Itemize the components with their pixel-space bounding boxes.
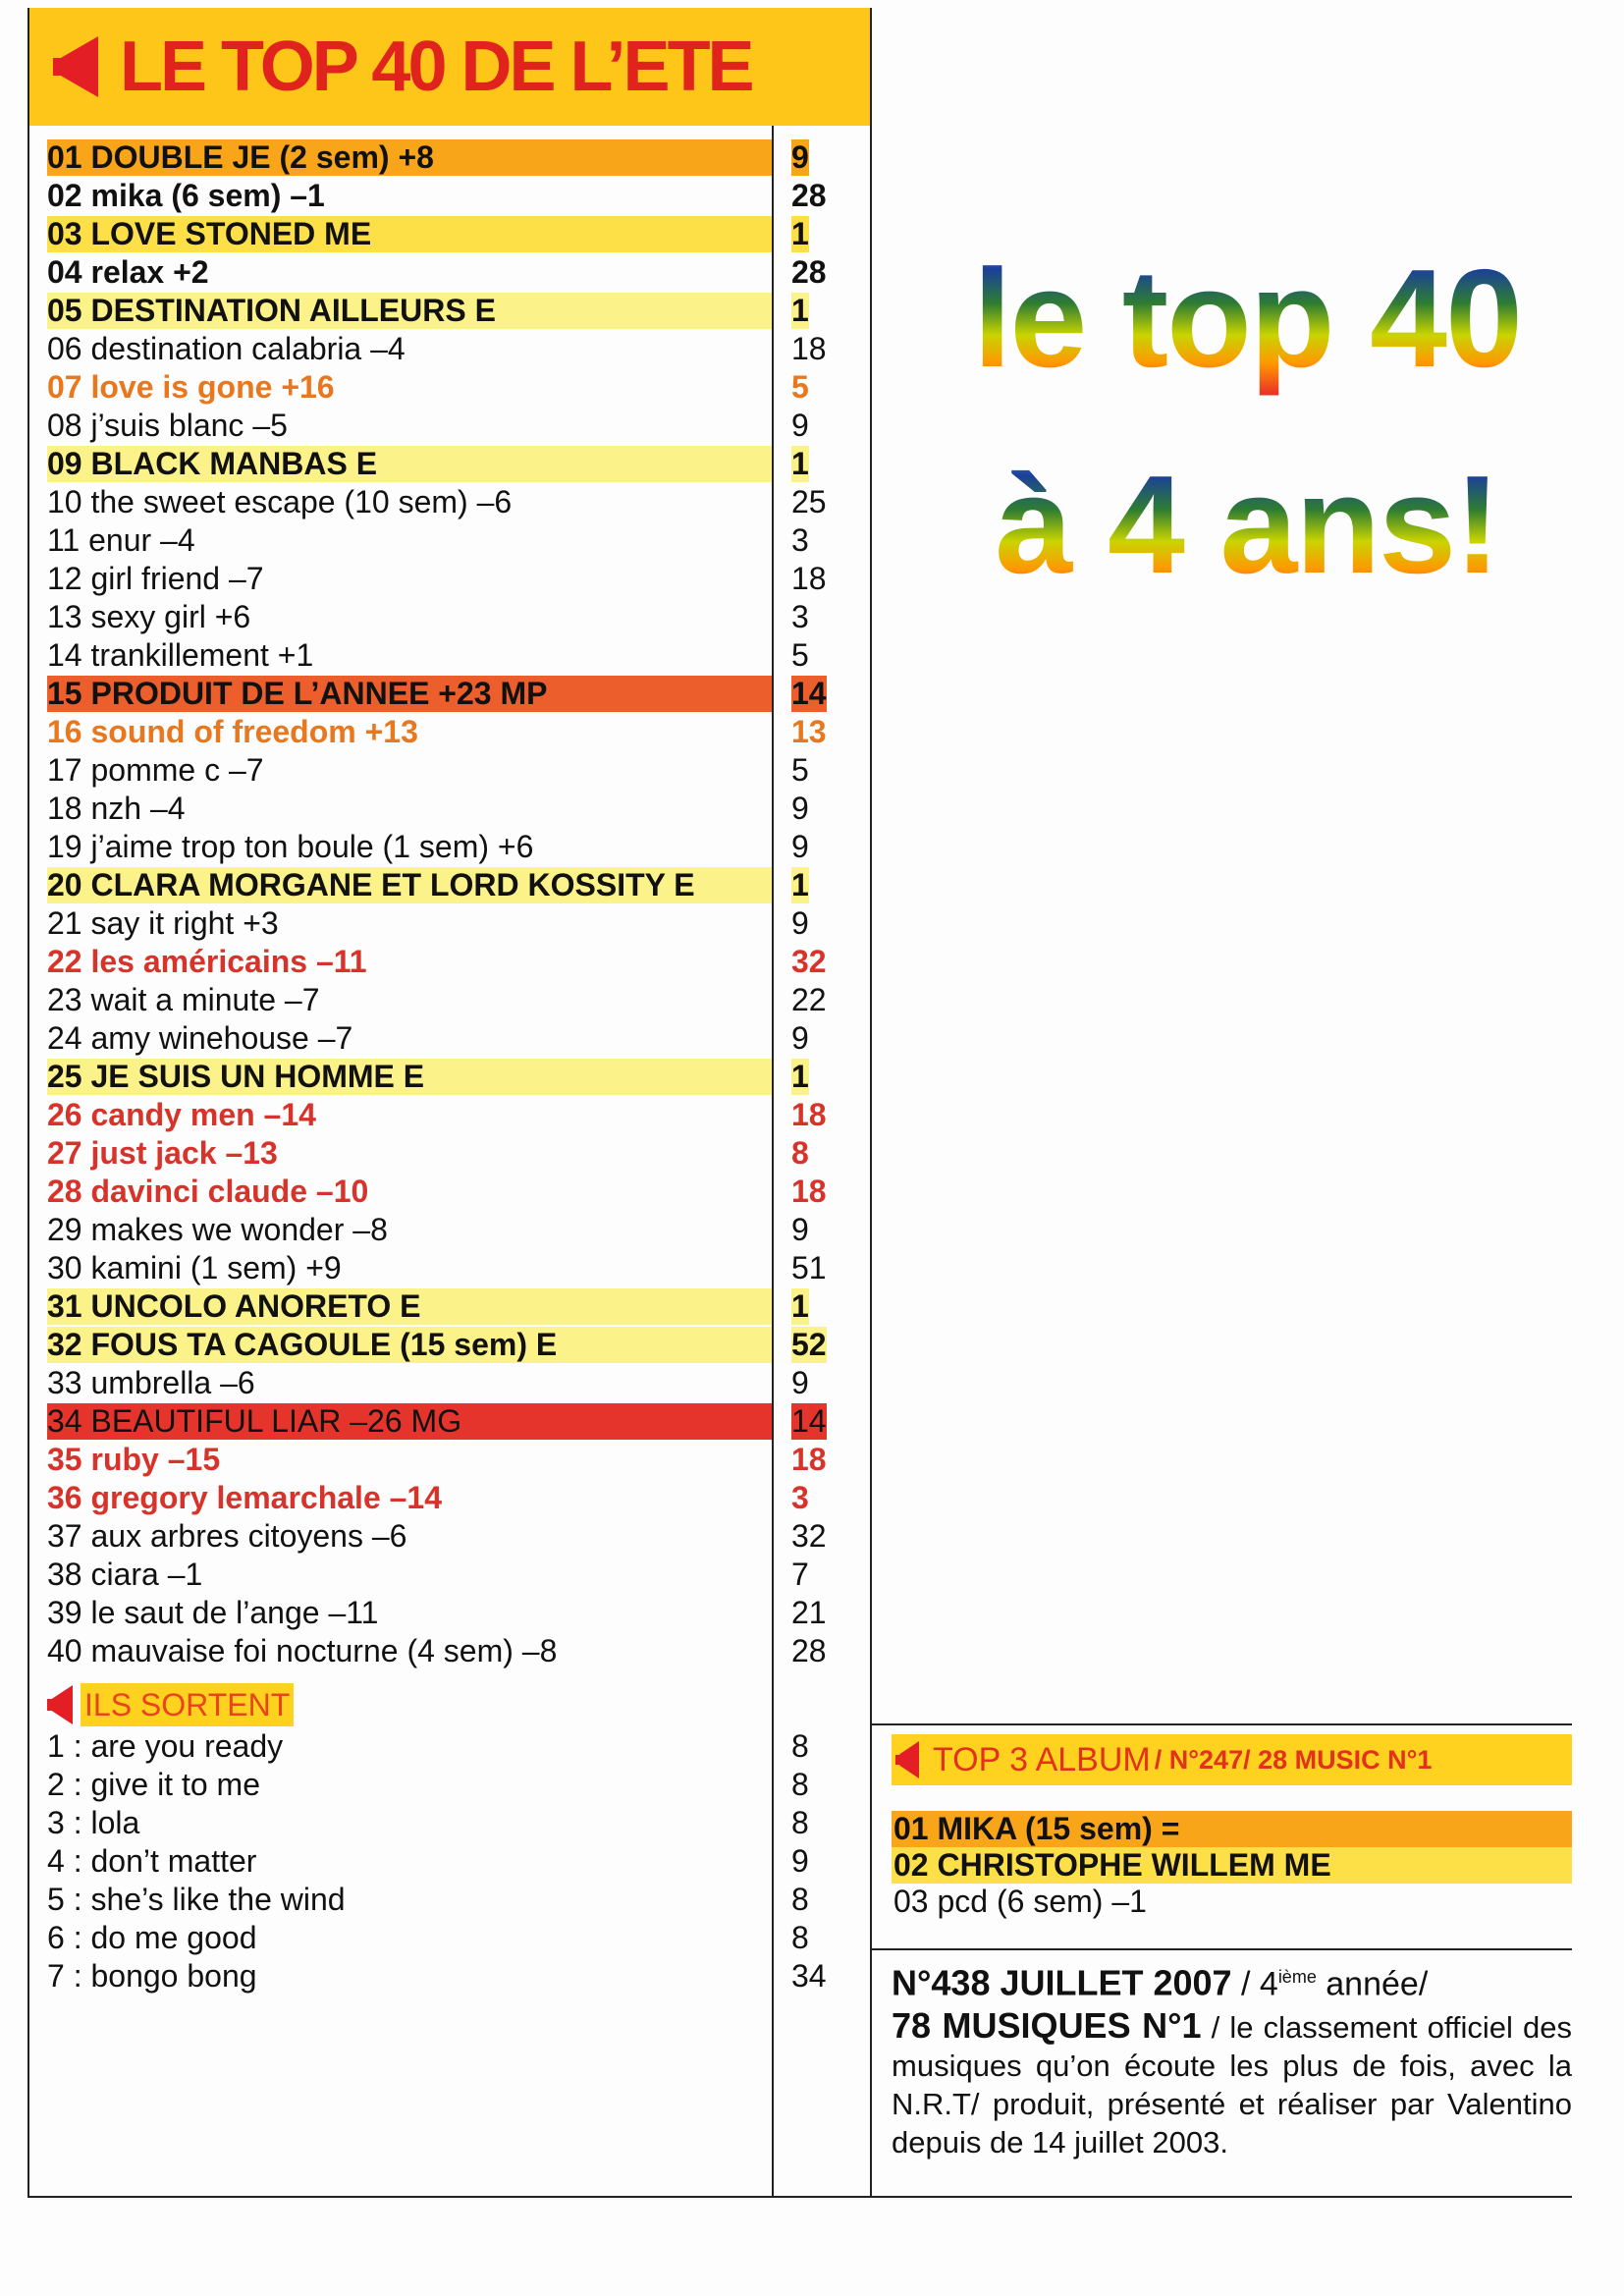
musiques-count: 78 MUSIQUES N°1 [892, 2005, 1202, 2047]
chart-entry: 38 ciara –1 [47, 1557, 203, 1592]
exiting-entry: 3 : lola [47, 1805, 140, 1840]
chart-entry: 29 makes we wonder –8 [47, 1212, 388, 1247]
chart-entry: 39 le saut de l’ange –11 [47, 1595, 379, 1630]
exiting-entry: 1 : are you ready [47, 1728, 284, 1764]
album-top-rule [872, 1723, 1572, 1725]
chart-entry-weeks: 9 [791, 829, 809, 864]
chart-entry: 05 DESTINATION AILLEURS E [47, 293, 772, 329]
issue-info [892, 1954, 1572, 2161]
chart-entry-weeks: 5 [791, 637, 809, 673]
chart-entry: 04 relax +2 [47, 254, 209, 290]
chart-entry-weeks: 28 [791, 178, 827, 213]
chart-entry-weeks: 5 [791, 369, 809, 405]
year-prefix: / 4 [1231, 1965, 1278, 2003]
chart-entry: 13 sexy girl +6 [47, 599, 251, 634]
bottom-border [27, 2196, 1572, 2198]
chart-entry: 23 wait a minute –7 [47, 982, 320, 1017]
chart-entry: 31 UNCOLO ANORETO E [47, 1288, 772, 1325]
chart-entry-weeks: 18 [791, 1097, 827, 1132]
chart-entry: 26 candy men –14 [47, 1097, 316, 1132]
chart-entry-weeks: 5 [791, 752, 809, 788]
chart-entry-weeks: 1 [791, 293, 809, 328]
chart-entry-weeks: 14 [791, 1403, 827, 1439]
speaker-icon [53, 36, 98, 97]
page-header [27, 8, 871, 126]
chart-entry-weeks: 1 [791, 867, 809, 902]
exiting-entry: 5 : she’s like the wind [47, 1882, 346, 1917]
column-divider [772, 126, 774, 2198]
chart-entry-weeks: 25 [791, 484, 827, 519]
album-entry-text: 02 CHRISTOPHE WILLEM ME [893, 1847, 1331, 1883]
chart-entry-weeks: 9 [791, 408, 809, 443]
chart-entry: 36 gregory lemarchale –14 [47, 1480, 443, 1515]
chart-entry-weeks: 1 [791, 1288, 809, 1324]
exiting-entry-weeks: 34 [791, 1958, 827, 1994]
chart-entry-weeks: 9 [791, 139, 809, 175]
chart-entry-weeks: 9 [791, 1020, 809, 1056]
ils-sortent-label: ILS SORTENT [81, 1683, 294, 1726]
chart-entry: 02 mika (6 sem) –1 [47, 178, 325, 213]
chart-entry: 16 sound of freedom +13 [47, 714, 418, 749]
chart-entry-weeks: 3 [791, 599, 809, 634]
exiting-entry-weeks: 8 [791, 1920, 809, 1955]
chart-entry: 27 just jack –13 [47, 1135, 278, 1171]
chart-entry-weeks: 18 [791, 561, 827, 596]
chart-entry-weeks: 51 [791, 1250, 827, 1285]
year-superscript: ième [1277, 1967, 1317, 1987]
chart-entry-weeks: 18 [791, 331, 827, 366]
chart-entry-weeks: 3 [791, 522, 809, 558]
album-entry-text: 03 pcd (6 sem) –1 [893, 1884, 1147, 1919]
chart-entry: 11 enur –4 [47, 522, 195, 558]
chart-entry: 14 trankillement +1 [47, 637, 314, 673]
chart-entry: 06 destination calabria –4 [47, 331, 406, 366]
chart-entry-weeks: 1 [791, 1059, 809, 1094]
chart-entry-weeks: 14 [791, 676, 827, 711]
chart-entry-weeks: 52 [791, 1327, 827, 1362]
exiting-entry-weeks: 8 [791, 1767, 809, 1802]
chart-entry-weeks: 18 [791, 1174, 827, 1209]
chart-entry: 15 PRODUIT DE L’ANNEE +23 MP [47, 676, 772, 712]
chart-entry: 35 ruby –15 [47, 1442, 221, 1477]
chart-entry: 07 love is gone +16 [47, 369, 335, 405]
chart-entry: 12 girl friend –7 [47, 561, 264, 596]
chart-entry: 40 mauvaise foi nocturne (4 sem) –8 [47, 1633, 558, 1668]
chart-entry-weeks: 13 [791, 714, 827, 749]
exiting-entry: 4 : don’t matter [47, 1843, 257, 1879]
chart-entry-weeks: 28 [791, 1633, 827, 1668]
chart-entry: 10 the sweet escape (10 sem) –6 [47, 484, 513, 519]
chart-entry: 34 BEAUTIFUL LIAR –26 MG [47, 1403, 772, 1440]
album-entry [892, 1884, 1572, 1920]
chart-entry: 17 pomme c –7 [47, 752, 264, 788]
headline-line2: à 4 ans! [884, 447, 1610, 604]
exiting-entry-weeks: 8 [791, 1805, 809, 1840]
chart-entry-weeks: 32 [791, 944, 827, 979]
chart-entry: 18 nzh –4 [47, 791, 186, 826]
chart-entry: 09 BLACK MANBAS E [47, 446, 772, 482]
chart-entry: 22 les américains –11 [47, 944, 367, 979]
chart-entry-weeks: 8 [791, 1135, 809, 1171]
album-entry-text: 01 MIKA (15 sem) = [893, 1811, 1180, 1846]
chart-entry: 25 JE SUIS UN HOMME E [47, 1059, 772, 1095]
chart-entry: 24 amy winehouse –7 [47, 1020, 353, 1056]
chart-entry-weeks: 21 [791, 1595, 827, 1630]
speaker-icon [895, 1741, 919, 1778]
chart-entry-weeks: 1 [791, 446, 809, 481]
chart-entry-weeks: 9 [791, 1365, 809, 1400]
chart-entry-weeks: 1 [791, 216, 809, 251]
chart-entry: 03 LOVE STONED ME [47, 216, 772, 252]
ils-sortent-heading [47, 1683, 294, 1726]
chart-entry-weeks: 22 [791, 982, 827, 1017]
year-suffix: année/ [1316, 1965, 1429, 2003]
chart-entry-weeks: 7 [791, 1557, 809, 1592]
chart-entry-weeks: 3 [791, 1480, 809, 1515]
chart-entry: 20 CLARA MORGANE ET LORD KOSSITY E [47, 867, 772, 903]
exiting-entry: 2 : give it to me [47, 1767, 260, 1802]
exiting-entry-weeks: 8 [791, 1882, 809, 1917]
right-column-border [870, 8, 872, 2198]
chart-entry: 08 j’suis blanc –5 [47, 408, 288, 443]
speaker-icon [47, 1685, 73, 1724]
exiting-entry-weeks: 9 [791, 1843, 809, 1879]
album-entry [892, 1811, 1572, 1847]
top3-album-title: TOP 3 ALBUM [933, 1740, 1151, 1778]
chart-entry-weeks: 18 [791, 1442, 827, 1477]
chart-entry: 28 davinci claude –10 [47, 1174, 369, 1209]
left-border [27, 8, 29, 2198]
chart-entry: 01 DOUBLE JE (2 sem) +8 [47, 139, 772, 176]
exiting-entry: 7 : bongo bong [47, 1958, 257, 1994]
chart-entry-weeks: 9 [791, 905, 809, 941]
chart-entry: 30 kamini (1 sem) +9 [47, 1250, 342, 1285]
exiting-entry-weeks: 8 [791, 1728, 809, 1764]
top3-album-heading [892, 1734, 1572, 1785]
chart-entry: 33 umbrella –6 [47, 1365, 255, 1400]
chart-entry: 32 FOUS TA CAGOULE (15 sem) E [47, 1327, 772, 1363]
chart-entry-weeks: 9 [791, 1212, 809, 1247]
info-top-rule [872, 1948, 1572, 1950]
exiting-entry: 6 : do me good [47, 1920, 257, 1955]
chart-entry: 19 j’aime trop ton boule (1 sem) +6 [47, 829, 534, 864]
issue-number: N°438 JUILLET 2007 [892, 1962, 1232, 2003]
chart-entry: 21 say it right +3 [47, 905, 279, 941]
chart-entry-weeks: 32 [791, 1518, 827, 1554]
top3-album-subtitle: / N°247/ 28 MUSIC N°1 [1154, 1744, 1433, 1775]
chart-entry-weeks: 9 [791, 791, 809, 826]
chart-entry-weeks: 28 [791, 254, 827, 290]
album-entry [892, 1847, 1572, 1884]
headline-line1: le top 40 [884, 241, 1610, 398]
issue-description: / le classement officiel des musiques qu’on écoute les plus de fois, avec la N.R.T/ produit, présenté et réaliser par Valentino depuis de 14 juillet 2003. [892, 2010, 1572, 2160]
chart-entry: 37 aux arbres citoyens –6 [47, 1518, 407, 1554]
page-title: LE TOP 40 DE L’ETE [120, 27, 752, 106]
